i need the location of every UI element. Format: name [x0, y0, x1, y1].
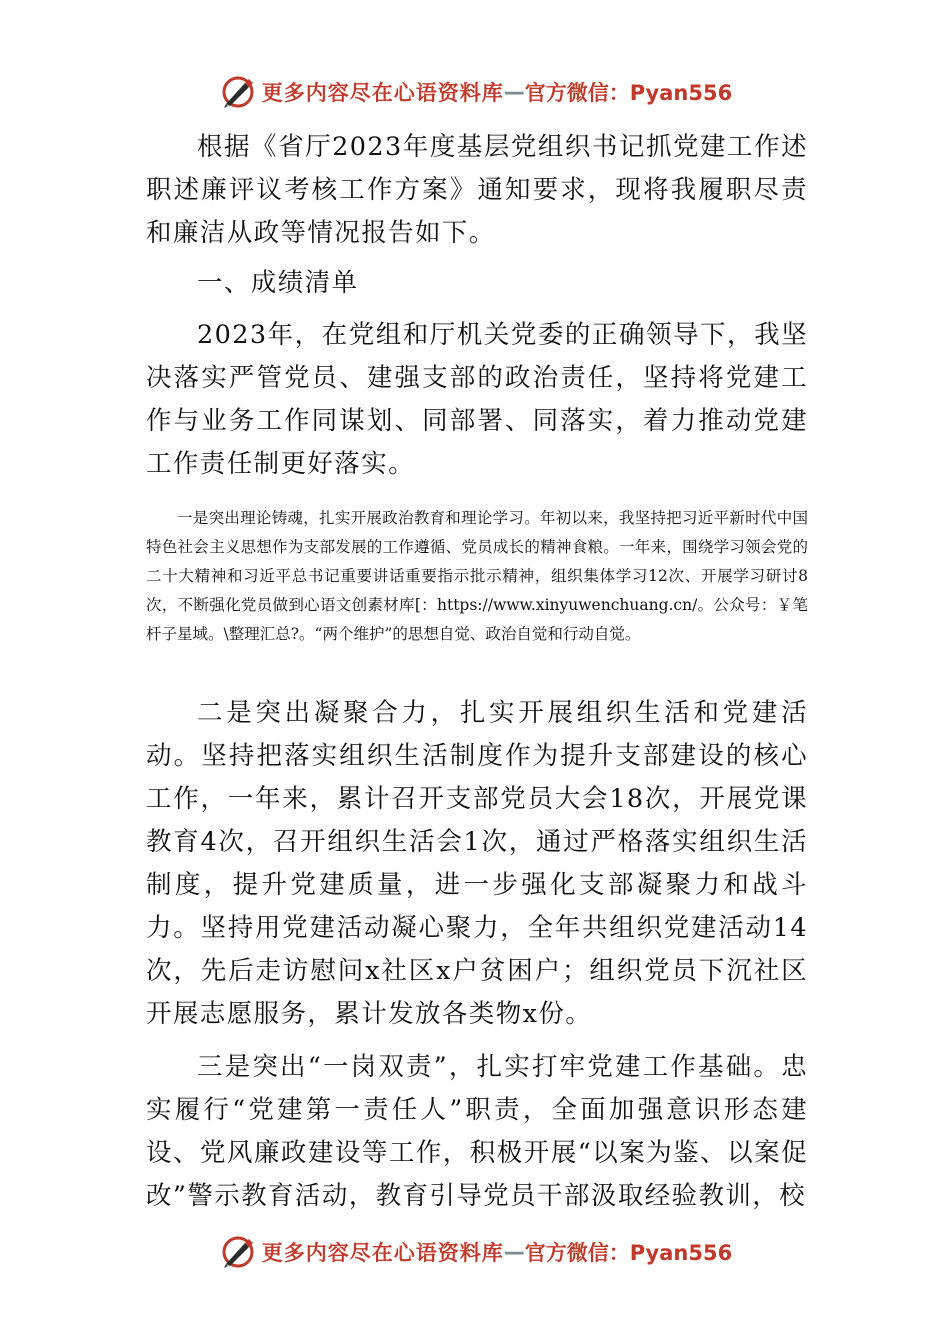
item3-wrapper [146, 1046, 808, 1218]
watermark-separator: — [503, 80, 525, 104]
header-watermark [0, 68, 950, 116]
watermark-brand-text: 更多内容尽在心语资料库 [261, 81, 504, 105]
item3-paragraph: 三是突出“一岗双责”，扎实打牢党建工作基础。忠实履行“党建第一责任人”职责，全面加强意识形态建设、党风廉政建设等工作，积极开展“以案为鉴、以案促改”警示教育活动，教育引导党员干部汲取经验教训，校 [146, 1052, 808, 1211]
item1-wrapper [146, 504, 808, 649]
summary-paragraph: 2023年，在党组和厅机关党委的正确领导下，我坚决落实严管党员、建强支部的政治责任，坚持将党建工作与业务工作同谋划、同部署、同落实，着力推动党建工作责任制更好落实。 [146, 320, 808, 479]
watermark-wechat-text: 官方微信：Pyan556 [524, 81, 733, 105]
item1-paragraph: 一是突出理论铸魂，扎实开展政治教育和理论学习。年初以来，我坚持把习近平新时代中国特色社会主义思想作为支部发展的工作遵循、党员成长的精神食粮。一年来，围绕学习领会党的二十大精神和习近平总书记重要讲话重要指示批示精神，组织集体学习12次、开展学习研讨8次，不断强化党员做到心语文创素材库[：https://www.xinyuwenchuang.cn/。公众号：￥笔杆子星域。\整理汇总?。“两个维护”的思想自觉、政治自觉和行动自觉。 [146, 509, 808, 643]
section-heading: 一、成绩清单 [197, 268, 359, 298]
watermark-wechat-text: 官方微信：Pyan556 [524, 1241, 733, 1265]
pen-logo-icon [218, 72, 258, 112]
watermark-brand-text: 更多内容尽在心语资料库 [261, 1241, 504, 1265]
item2-wrapper [146, 692, 808, 1036]
document-body [146, 126, 808, 255]
section-heading-wrapper [146, 262, 808, 305]
pen-logo-icon [218, 1232, 258, 1272]
footer-watermark [0, 1228, 950, 1276]
intro-paragraph: 根据《省厅2023年度基层党组织书记抓党建工作述职述廉评议考核工作方案》通知要求，现将我履职尽责和廉洁从政等情况报告如下。 [146, 132, 808, 248]
item2-paragraph: 二是突出凝聚合力，扎实开展组织生活和党建活动。坚持把落实组织生活制度作为提升支部建设的核心工作，一年来，累计召开支部党员大会18次，开展党课教育4次，召开组织生活会1次，通过严格落实组织生活制度，提升党建质量，进一步强化支部凝聚力和战斗力。坚持用党建活动凝心聚力，全年共组织党建活动14次，先后走访慰问x社区x户贫困户；组织党员下沉社区开展志愿服务，累计发放各类物x份。 [146, 698, 808, 1029]
summary-wrapper [146, 314, 808, 486]
watermark-separator: — [503, 1240, 525, 1264]
